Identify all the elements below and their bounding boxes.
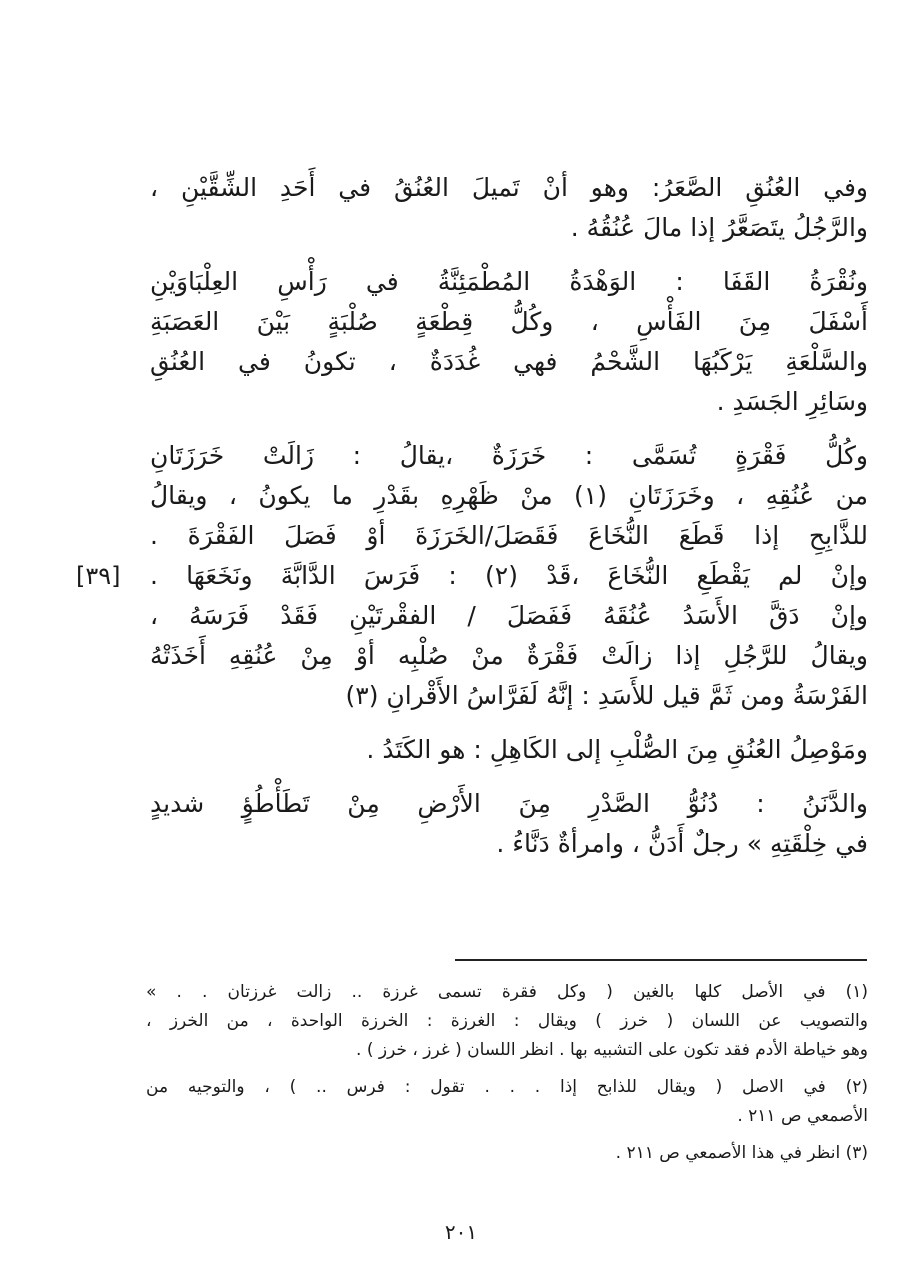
footnote-3: [146, 1139, 868, 1168]
footnote-line: (٣) انظر في هذا الأصمعي ص ٢١١ .: [615, 1143, 868, 1163]
text-line: وفي العُنُقِ الصَّعَرُ: وهو أنْ تَميلَ العُنُقُ في أَحَدِ الشِّقَّيْنِ ،: [150, 173, 868, 202]
footnotes: [146, 978, 868, 1176]
paragraph-danan: [150, 784, 868, 864]
text-line: أَسْفَلَ مِنَ الفَأْسِ ، وكُلُّ قِطْعَةٍ صُلْبَةٍ بَيْنَ العَصَبَةِ: [150, 307, 868, 336]
text-line: من عُنُقِهِ ، وخَرَزَتَانِ (١) منْ ظَهْرِهِ بقَدْرِ ما يكونُ ، ويقالُ: [150, 481, 868, 510]
text-line: والسَّلْعَةِ يَرْكَبُهَا الشَّحْمُ فهي غُدَدَةٌ ، تكونُ في العُنُقِ: [150, 347, 868, 376]
footnote-line: (٢) في الاصل ( ويقال للذابح إذا . . . تقول : فرس .. ) ، والتوجيه من: [146, 1077, 868, 1097]
footnote-1: [146, 978, 868, 1065]
text-line: وسَائِرِ الجَسَدِ .: [716, 387, 868, 416]
text-line: للذَّابِحِ إذا قَطَعَ النُّخَاعَ فَقَصَلَ/الخَرَزَةَ أوْ فَصَلَ الفَقْرَةَ .: [150, 521, 868, 550]
footnote-2: [146, 1073, 868, 1131]
footnote-line: وهو خياطة الأدم فقد تكون على التشبيه بها . انظر اللسان ( غرز ، خرز ) .: [356, 1040, 868, 1060]
text-line: وإنْ لم يَقْطَعِ النُّخَاعَ ،قَدْ (٢) : فَرَسَ الدَّابَّةَ ونَخَعَهَا .: [150, 561, 868, 590]
footnote-divider: [455, 959, 867, 961]
footnote-line: (١) في الأصل كلها بالغين ( وكل فقرة تسمى غرزة .. زالت غرزتان . . »: [146, 982, 868, 1002]
text-line: وإنْ دَقَّ الأَسَدُ عُنُقَهُ فَفَصَلَ / الفقْرتَيْنِ فَقَدْ فَرَسَهُ ،: [150, 601, 868, 630]
text-line: وكُلُّ فَقْرَةٍ تُسَمَّى : خَرَزَةٌ ،يقالُ : زَالَتْ خَرَزَتَانِ: [150, 441, 868, 470]
text-line: ونُقْرَةُ القَفَا : الوَهْدَةُ المُطْمَئِنَّةُ في رَأْسِ العِلْبَاوَيْنِ: [150, 267, 868, 296]
margin-page-reference: [٣٩]: [76, 562, 121, 590]
text-line: والدَّنَنُ : دُنُوُّ الصَّدْرِ مِنَ الأَرْضِ مِنْ تَطَأْطُؤٍ شديدٍ: [150, 789, 868, 818]
page-number: ٢٠١: [444, 1220, 478, 1244]
paragraph-neck-tilt: [150, 168, 868, 248]
text-line: في خِلْقَتِهِ » رجلٌ أَدَنُّ ، وامرأةٌ دَنَّاءُ .: [496, 829, 868, 858]
main-text: [150, 168, 868, 878]
footnote-line: الأصمعي ص ٢١١ .: [737, 1106, 868, 1126]
paragraph-nape: [150, 262, 868, 422]
paragraph-katad: [150, 730, 868, 770]
text-line: الفَرْسَةُ ومن ثَمَّ قيل للأَسَدِ : إنَّهُ لَفَرَّاسُ الأَقْرانِ (٣): [345, 681, 868, 710]
footnote-line: والتصويب عن اللسان ( خرز ) ويقال : الغرزة : الخرزة الواحدة ، من الخرز ،: [146, 1011, 868, 1031]
text-line: والرَّجُلُ يتَصَعَّرُ إذا مالَ عُنُقُهُ .: [570, 213, 868, 242]
text-line: ومَوْصِلُ العُنُقِ مِنَ الصُّلْبِ إلى الكَاهِلِ : هو الكَتَدُ .: [366, 735, 868, 764]
text-line: ويقالُ للرَّجُلِ إذا زالَتْ فَقْرَةٌ منْ صُلْبِه أوْ مِنْ عُنُقِهِ أَخَذَتْهُ: [150, 641, 868, 670]
paragraph-vertebra: [150, 436, 868, 716]
